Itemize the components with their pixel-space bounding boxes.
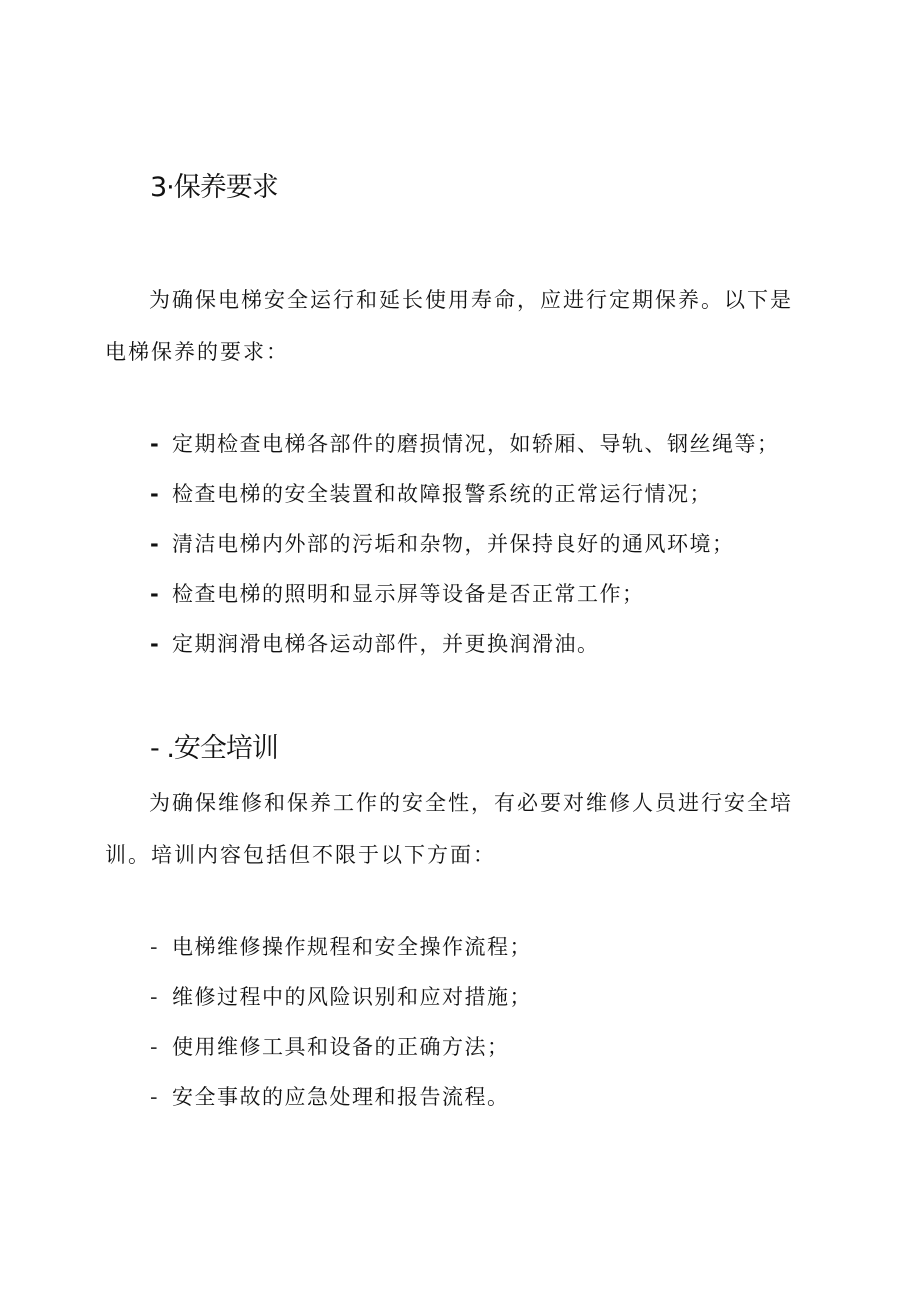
list-marker: - (150, 1035, 160, 1059)
maintenance-intro: 为确保电梯安全运行和延长使用寿命，应进行定期保养。以下是电梯保养的要求： (105, 288, 793, 364)
list-marker: - (150, 582, 161, 606)
list-item (150, 482, 780, 532)
list-item (150, 532, 780, 582)
list-item (150, 632, 780, 682)
list-item-text: 检查电梯的安全装置和故障报警系统的正常运行情况； (172, 482, 712, 506)
list-item-text: 定期检查电梯各部件的磨损情况，如轿厢、导轨、钢丝绳等； (172, 432, 780, 456)
section-heading-safety-training: - .安全培训 (150, 733, 278, 764)
list-item-text: 安全事故的应急处理和报告流程。 (172, 1085, 510, 1109)
list-item (150, 1085, 532, 1135)
list-item-text: 定期润滑电梯各运动部件，并更换润滑油。 (172, 632, 600, 656)
safety-training-intro: 为确保维修和保养工作的安全性，有必要对维修人员进行安全培训。培训内容包括但不限于以下方面： (105, 791, 793, 867)
list-marker: - (150, 532, 161, 556)
list-marker: - (150, 935, 160, 959)
list-marker: - (150, 1085, 160, 1109)
section-heading-maintenance: 3·保养要求 (150, 172, 278, 203)
safety-training-list (150, 935, 532, 1135)
list-marker: - (150, 985, 160, 1009)
list-item (150, 935, 532, 985)
list-item-text: 使用维修工具和设备的正确方法； (172, 1035, 510, 1059)
list-item-text: 清洁电梯内外部的污垢和杂物，并保持良好的通风环境； (172, 532, 735, 556)
list-marker: - (150, 632, 161, 656)
list-item (150, 582, 780, 632)
list-marker: - (150, 482, 161, 506)
list-item (150, 985, 532, 1035)
maintenance-list (150, 432, 780, 682)
list-item-text: 电梯维修操作规程和安全操作流程； (172, 935, 532, 959)
list-item (150, 432, 780, 482)
list-marker: - (150, 432, 161, 456)
list-item-text: 检查电梯的照明和显示屏等设备是否正常工作； (172, 582, 645, 606)
list-item (150, 1035, 532, 1085)
list-item-text: 维修过程中的风险识别和应对措施； (172, 985, 532, 1009)
